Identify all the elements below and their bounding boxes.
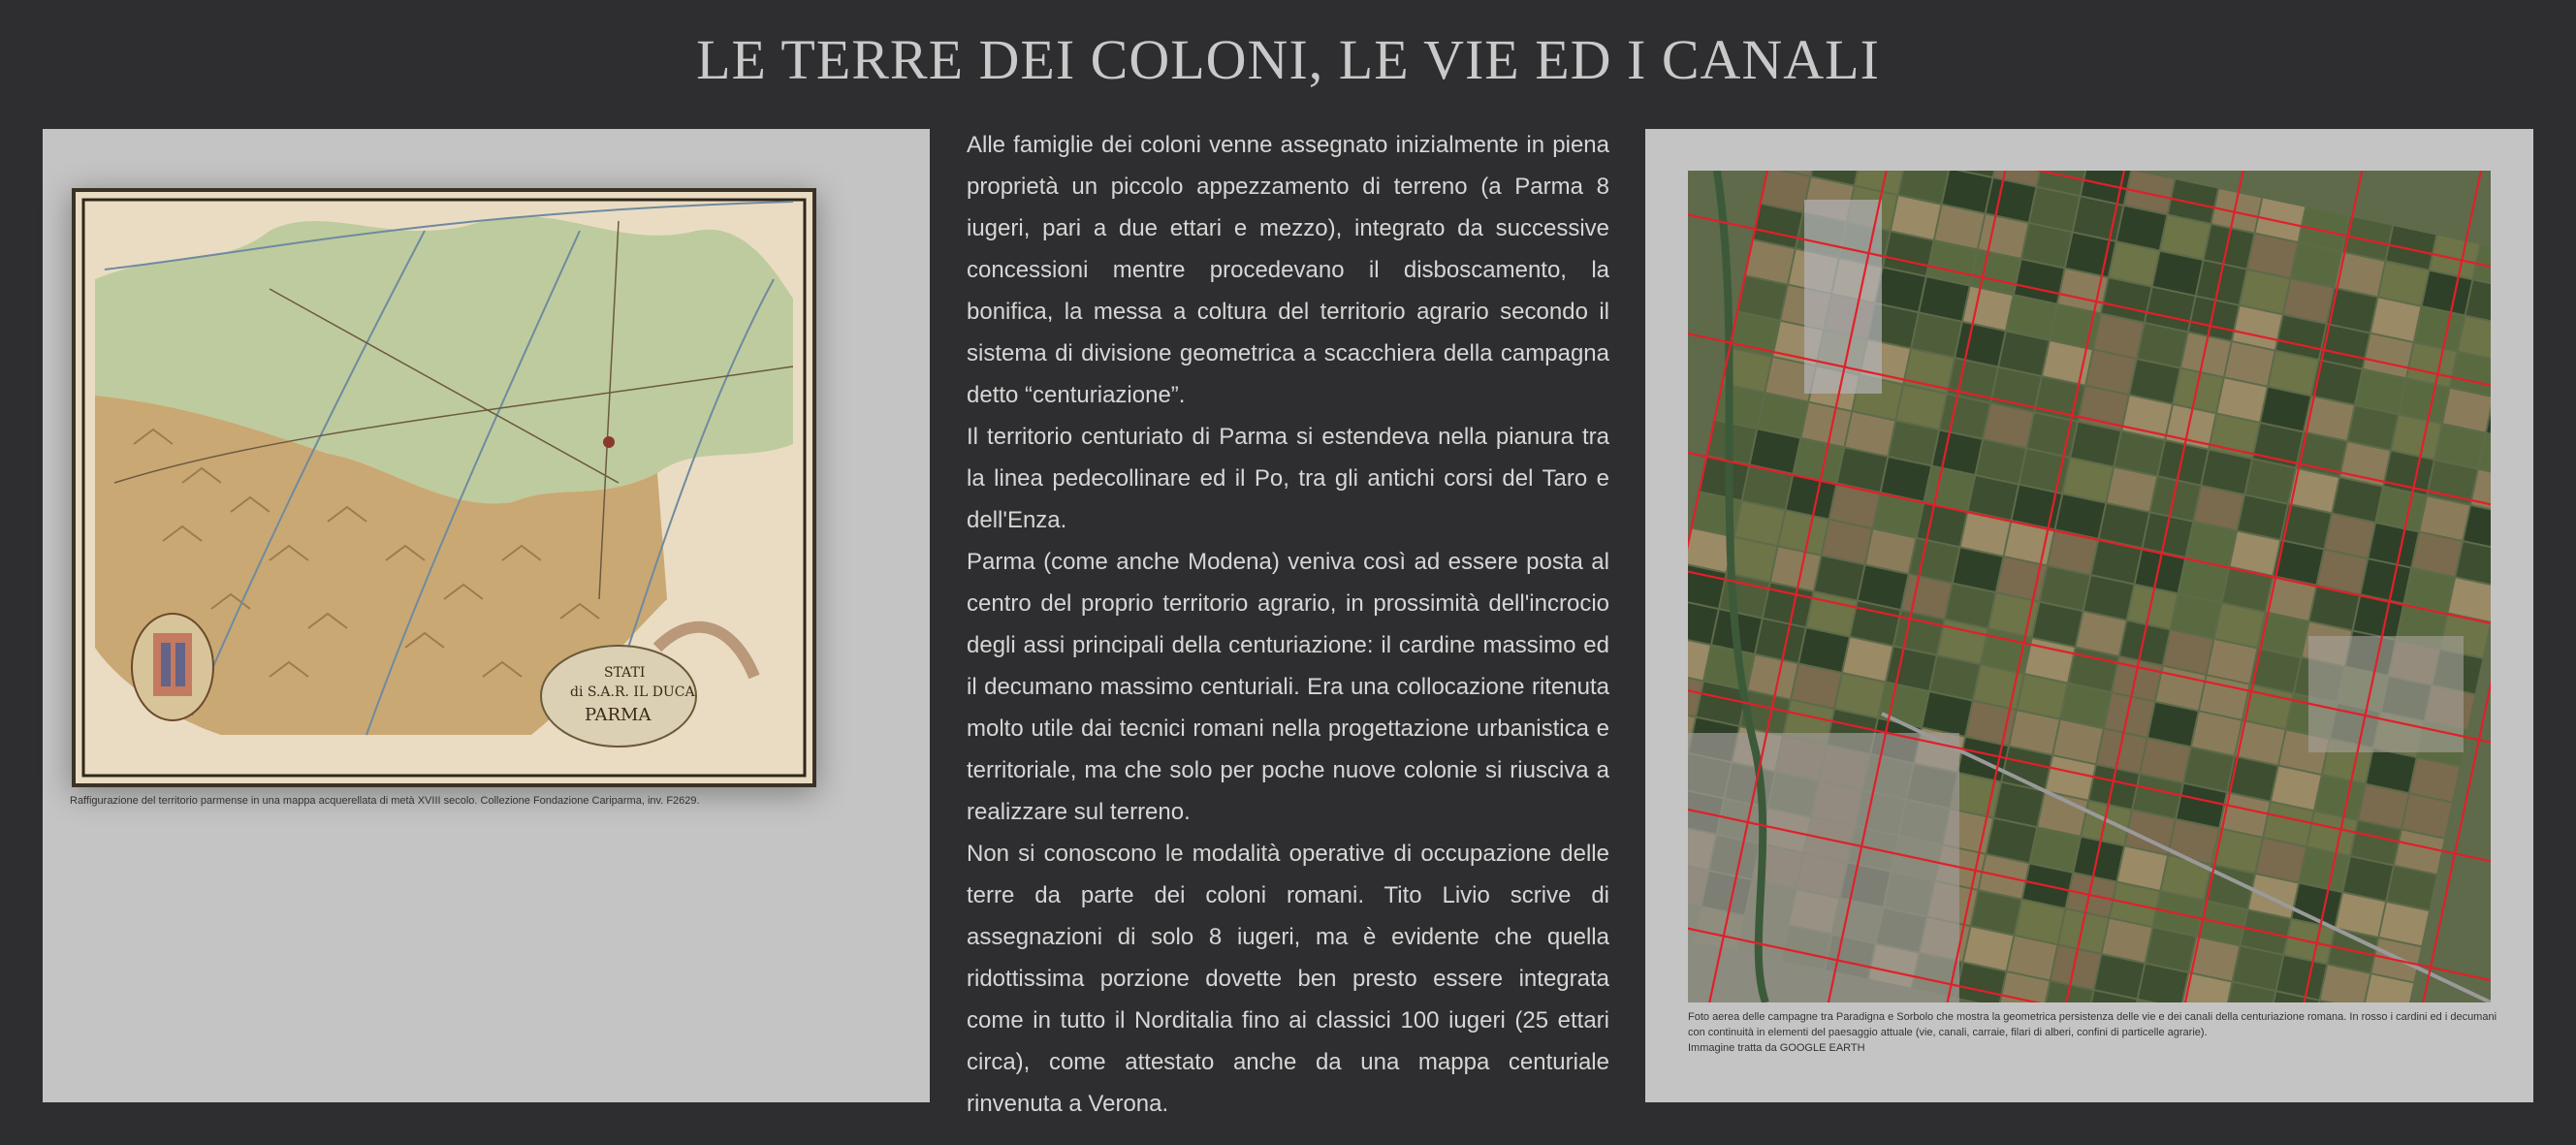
right-image-panel (1645, 129, 2533, 1102)
caption-line-3: Immagine tratta da GOOGLE EARTH (1688, 1042, 1865, 1054)
paragraph-3: Parma (come anche Modena) veniva così ad essere posta al centro del proprio territorio agrario, in prossimità dell'incrocio degli assi principali della centuriazione: il cardine massimo ed il decumano massimo centuriali. Era una collocazione ritenuta molto utile dai tecnici romani nella progettazione urbanistica e territoriale, ma che solo per poche nuove colonie si riusciva a realizzare sul terreno. (967, 549, 1609, 825)
cartouche-line1: STATI (604, 665, 646, 681)
cartouche-line3: PARMA (585, 705, 652, 725)
body-text-column (967, 124, 1609, 1125)
aerial-photo-image (1688, 171, 2491, 1002)
cartouche-line2: di S.A.R. IL DUCA (570, 684, 695, 700)
paragraph-1: Alle famiglie dei coloni venne assegnato inizialmente in piena proprietà un piccolo appezzamento di terreno (a Parma 8 iugeri, pari a due ettari e mezzo), integrato da successive concessioni mentre procedevano il disboscamento, la bonifica, la messa a coltura del territorio agrario secondo il sistema di divisione geometrica a scacchiera della campagna detto “centuriazione”. (967, 132, 1609, 408)
paragraph-2: Il territorio centuriato di Parma si estendeva nella pianura tra la linea pedecollinare ed il Po, tra gli antichi corsi del Taro e dell'Enza. (967, 424, 1609, 533)
aerial-photo-caption (1688, 1009, 2502, 1056)
map-caption: Raffigurazione del territorio parmense in una mappa acquerellata di metà XVIII secolo. Collezione Fondazione Cariparma, inv. F2629. (70, 795, 700, 807)
coat-of-arms-icon (132, 614, 213, 720)
caption-line-1: Foto aerea delle campagne tra Paradigna e Sorbolo che mostra la geometrica persistenza delle vie e dei canali della centuriazione romana. In rosso i cardini ed i decumani (1688, 1011, 2497, 1023)
page-title: LE TERRE DEI COLONI, LE VIE ED I CANALI (696, 28, 1880, 91)
aerial-centuriation-map (1688, 171, 2491, 1002)
paragraph-4: Non si conoscono le modalità operative di occupazione delle terre da parte dei coloni romani. Tito Livio scrive di assegnazioni di solo 8 iugeri, ma è evidente che quella ridottissima porzione dovette ben presto essere integrata come in tutto il Norditalia fino ai classici 100 iugeri (25 ettari circa), come attestato anche da una mappa centuriale rinvenuta a Verona. (967, 841, 1609, 1117)
historic-map-image (72, 188, 816, 787)
parma-territory-map (76, 192, 812, 783)
parma-city-marker (603, 436, 615, 448)
caption-line-2: con continuità in elementi del paesaggio attuale (vie, canali, carraie, filari di alberi, confini di particelle agrarie). (1688, 1027, 2208, 1038)
